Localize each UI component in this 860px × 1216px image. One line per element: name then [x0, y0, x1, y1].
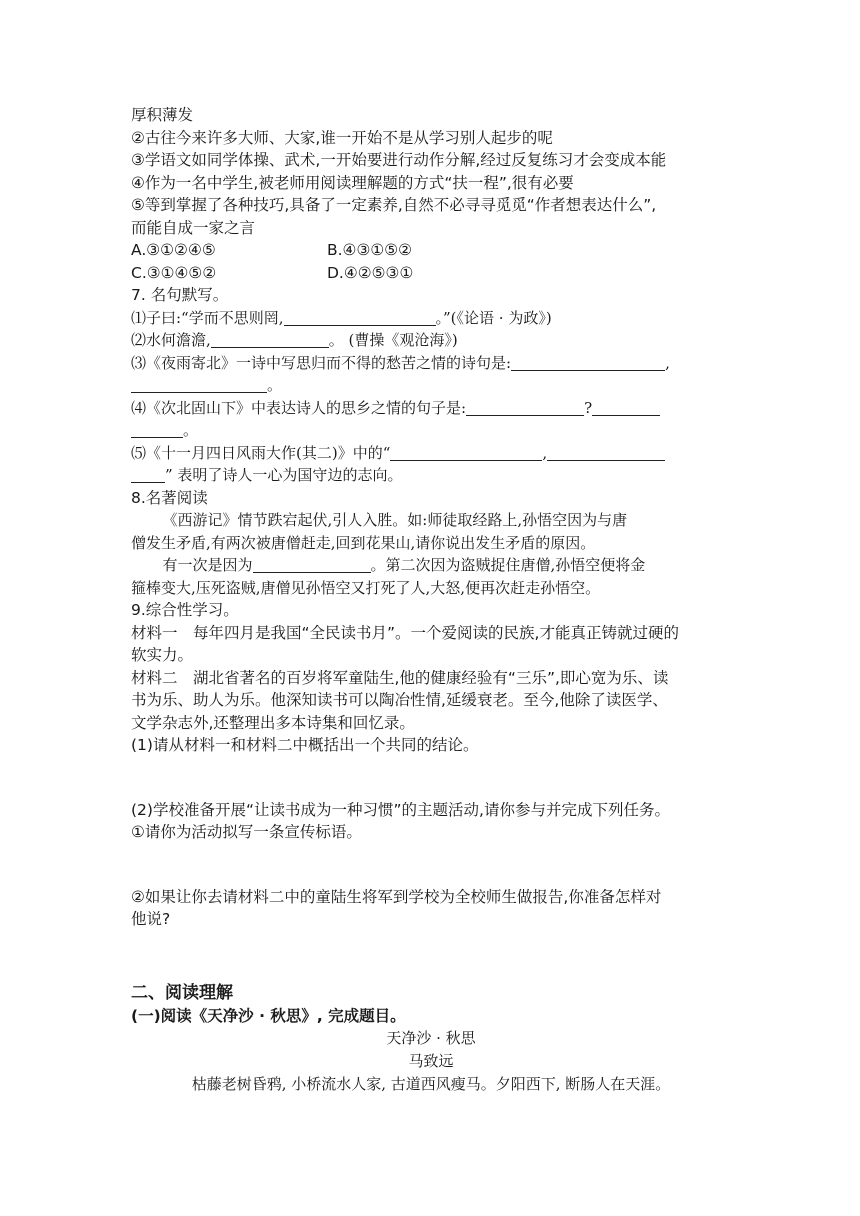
- question-7-title: 7. 名句默写。: [131, 286, 229, 304]
- sub-question-2: (2)学校准备开展“让读书成为一种习惯”的主题活动,请你参与并完成下列任务。: [131, 800, 670, 819]
- part-2-block: [131, 981, 731, 1097]
- recitation-item-1: [131, 307, 731, 330]
- answer-space-1[interactable]: [131, 757, 731, 799]
- question-6-block: [131, 104, 731, 284]
- sub-question-1: (1)请从材料一和材料二中概括出一个共同的结论。: [131, 736, 479, 754]
- question-8-title: 8.名著阅读: [131, 488, 208, 507]
- item-2-tail: 。 (曹操《观沧海》): [328, 331, 458, 349]
- para-2-text: 有一次是因为: [162, 556, 253, 574]
- recitation-item-5-cont: [131, 464, 731, 487]
- sub-question-2-task-2b: 他说?: [131, 910, 171, 928]
- sentence-4: ④作为一名中学生,被老师用阅读理解题的方式“扶一程”,很有必要: [131, 173, 574, 192]
- option-c[interactable]: C.③①④⑤②: [131, 263, 217, 282]
- sentence-5a: ⑤等到掌握了各种技巧,具备了一定素养,自然不必寻寻觅觅“作者想表达什么”,: [131, 196, 657, 214]
- options-row-2: [131, 262, 731, 285]
- recitation-item-4: [131, 397, 731, 420]
- item-1-text: ⑴子曰:“学而不思则罔,: [131, 308, 284, 327]
- answer-blank-4b[interactable]: [592, 399, 660, 416]
- answer-blank-2[interactable]: [211, 331, 329, 348]
- recitation-item-5: [131, 442, 731, 465]
- reading-subheading: (一)阅读《天净沙 · 秋思》, 完成题目。: [131, 1006, 406, 1025]
- recitation-item-3: [131, 352, 731, 375]
- sentence-3: ③学语文如同学体操、武术,一开始要进行动作分解,经过反复练习才会变成本能: [131, 151, 667, 169]
- sub-question-2-task-2a: ②如果让你去请材料二中的童陆生将军到学校为全校师生做报告,你准备怎样对: [131, 887, 662, 906]
- question-8-block: [131, 487, 731, 600]
- answer-blank-3b[interactable]: [131, 376, 267, 393]
- answer-blank-8[interactable]: [253, 556, 371, 573]
- answer-space-3[interactable]: [131, 931, 731, 973]
- answer-blank-5b[interactable]: [547, 444, 665, 461]
- sentence-5b: 而能自成一家之言: [131, 218, 256, 237]
- item-5-comma: ,: [542, 443, 548, 462]
- material-1b: 软实力。: [131, 646, 194, 664]
- answer-blank-5c[interactable]: [131, 466, 165, 483]
- material-2a: 材料二 湖北省著名的百岁将军童陆生,他的健康经验有“三乐”,即心宽为乐、读: [131, 668, 669, 687]
- answer-blank-3a[interactable]: [511, 354, 665, 371]
- recitation-item-2: [131, 329, 731, 352]
- sentence-1: 厚积薄发: [131, 106, 194, 124]
- item-3-text: ⑶《夜雨寄北》一诗中写思归而不得的愁苦之情的诗句是:: [131, 353, 512, 372]
- answer-space-2[interactable]: [131, 844, 731, 886]
- question-9-title: 9.综合性学习。: [131, 601, 239, 619]
- answer-blank-4c[interactable]: [131, 421, 183, 438]
- material-2b: 书为乐、助人为乐。他深知读书可以陶冶性情,延缓衰老。至今,他除了读医学、: [131, 691, 668, 709]
- answer-blank-5a[interactable]: [390, 444, 542, 461]
- item-5-tail: ” 表明了诗人一心为国守边的志向。: [165, 466, 403, 484]
- question-8-para-2c: 箍棒变大,压死盗贼,唐僧见孙悟空又打死了人,大怒,便再次赶走孙悟空。: [131, 578, 601, 597]
- material-2c: 文学杂志外,还整理出多本诗集和回忆录。: [131, 713, 415, 732]
- option-d[interactable]: D.④②⑤③①: [327, 263, 414, 282]
- item-1-tail: 。”(《论语 · 为政》): [435, 308, 552, 327]
- question-8-para-1a: 《西游记》情节跌宕起伏,引人入胜。如:师徒取经路上,孙悟空因为与唐: [162, 511, 628, 529]
- poem-author: 马致远: [408, 1052, 454, 1070]
- option-a[interactable]: A.③①②④⑤: [131, 241, 216, 259]
- sentence-2: ②古往今来许多大师、大家,谁一开始不是从学习别人起步的呢: [131, 128, 553, 147]
- item-2-text: ⑵水何澹澹,: [131, 331, 211, 349]
- option-b[interactable]: B.④③①⑤②: [327, 241, 413, 259]
- para-2-tail: 。第二次因为盗贼捉住唐僧,孙悟空便将金: [370, 556, 646, 574]
- question-9-block: [131, 599, 731, 973]
- item-4-qmark: ?: [584, 398, 593, 417]
- answer-blank-4a[interactable]: [466, 399, 584, 416]
- options-row-1: [131, 239, 731, 262]
- item-3-period: 。: [267, 376, 283, 394]
- recitation-item-4-cont: [131, 419, 731, 442]
- item-5-text: ⑸《十一月四日风雨大作(其二)》中的“: [131, 443, 391, 462]
- poem-text: 枯藤老树昏鸦, 小桥流水人家, 古道西风瘦马。夕阳西下, 断肠人在天涯。: [191, 1075, 671, 1093]
- item-4-period: 。: [183, 421, 199, 439]
- poem-title: 天净沙 · 秋思: [386, 1029, 476, 1047]
- question-7-block: [131, 284, 731, 487]
- document-page: [131, 104, 731, 1096]
- recitation-item-3-cont: [131, 374, 731, 397]
- section-heading: 二、阅读理解: [131, 982, 233, 1003]
- question-8-para-1b: 僧发生矛盾,有两次被唐僧赶走,回到花果山,请你说出发生矛盾的原因。: [131, 533, 596, 552]
- material-1a: 材料一 每年四月是我国“全民读书月”。一个爱阅读的民族,才能真正铸就过硬的: [131, 623, 679, 642]
- sub-question-2-task-1: ①请你为活动拟写一条宣传标语。: [131, 823, 362, 841]
- question-8-para-2: [131, 554, 731, 577]
- item-4-text: ⑷《次北固山下》中表达诗人的思乡之情的句子是:: [131, 398, 467, 417]
- answer-blank-1[interactable]: [284, 309, 436, 326]
- item-3-comma: ,: [665, 353, 670, 372]
